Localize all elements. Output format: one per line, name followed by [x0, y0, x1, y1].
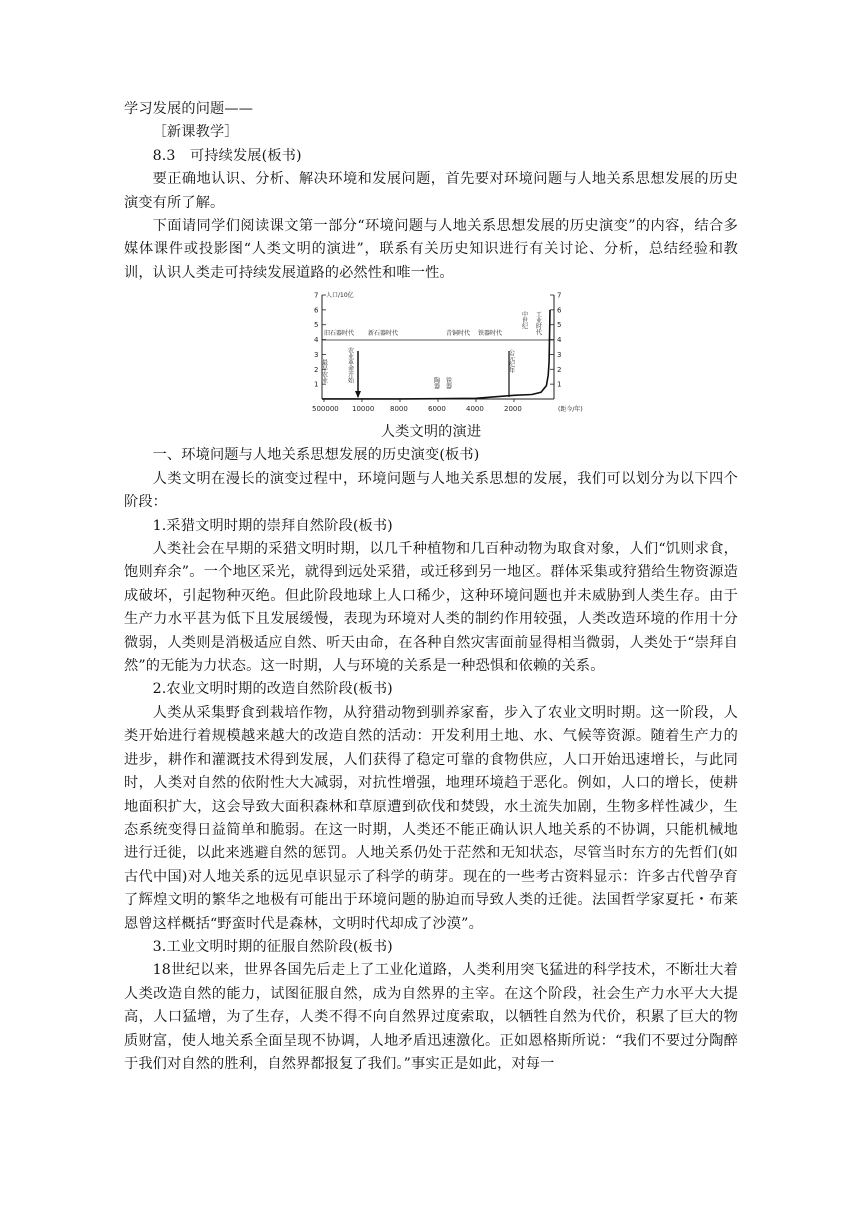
y-tick-label: 1	[314, 380, 319, 389]
y-tick-label: 7	[557, 291, 562, 300]
event-pottery: 陶器	[432, 377, 440, 389]
paragraph-stage-3: 18世纪以来，世界各国先后走上了工业化道路，人类利用突飞猛进的科学技术，不断壮大着人类改造自然的能力，试图征服自然，成为自然界的主宰。在这个阶段，社会生产力水平大大提高，人口猛增，为了生存，人类不得不向自然界过度索取，以牺牲自然为代价，积累了巨大的物质财富，使人地关系全面呈现不协调，人地矛盾迅速激化。正如恩格斯所说：“我们不要过分陶醉于我们对自然的胜利，自然界都报复了我们。”事实正是如此，对每一	[124, 962, 738, 1072]
y-axis-label: 人口/10亿	[326, 292, 354, 299]
era-label: 中世纪	[520, 311, 528, 329]
section-heading: 8.3 可持续发展(板书)	[152, 147, 302, 164]
y-tick-label: 5	[314, 321, 319, 330]
x-ticks	[312, 399, 522, 413]
figure-caption: 人类文明的演进	[380, 424, 482, 440]
heading-stage-1: 1.采猎文明时期的崇拜自然阶段(板书)	[152, 517, 393, 534]
event-iron: 铁器	[444, 377, 452, 389]
x-tick-label: 500000	[312, 405, 339, 413]
event-earliest-agri: 最早农业	[320, 359, 328, 383]
body-block	[124, 421, 738, 1076]
chart-svg	[312, 287, 584, 415]
y-tick-label: 5	[557, 321, 562, 330]
y-tick-label: 4	[314, 336, 319, 345]
era-label: 工业时代	[534, 311, 542, 335]
era-label: 铁器时代	[478, 330, 503, 337]
y-tick-label: 2	[557, 365, 562, 374]
heading-stage-3: 3.工业文明时期的征服自然阶段(板书)	[152, 938, 393, 955]
era-label: 旧石器时代	[324, 330, 355, 337]
event-agri-revolution: 农业革命开始	[346, 347, 354, 383]
y-tick-label: 3	[314, 350, 319, 359]
intro-block	[124, 98, 738, 285]
y-tick-label: 3	[557, 350, 562, 359]
y-tick-label: 6	[314, 306, 319, 315]
x-tick-label: 4000	[466, 405, 484, 413]
y-tick-label: 6	[557, 306, 562, 315]
x-tick-label: 10000	[352, 405, 375, 413]
civilization-chart	[312, 287, 584, 415]
heading-1: 一、环境问题与人地关系思想发展的历史演变(板书)	[152, 447, 480, 464]
era-label: 青铜时代	[446, 330, 471, 337]
paragraph-stage-1: 人类社会在早期的采猎文明时期，以几千种植物和几百种动物为取食对象，人们“饥则求食，饱则弃余”。一个地区采光，就得到远处采猎，或迁移到另一地区。群体采集或狩猎给生物资源造成破坏，引起物种灭绝。但此阶段地球上人口稀少，这种环境问题也并未威胁到人类生存。由于生产力水平甚为低下且发展缓慢，表现为环境对人类的制约作用较强，人类改造环境的作用十分微弱，人类则是消极适应自然、听天由命，在各种自然灾害面前显得相当微弱，人类处于“崇拜自然”的无能为力状态。这一时期，人与环境的关系是一种恐惧和依赖的关系。	[124, 541, 738, 675]
x-tick-label: 8000	[390, 405, 408, 413]
y-tick-label: 4	[557, 336, 562, 345]
x-tick-label: 6000	[428, 405, 446, 413]
intro-paragraph-1: 要正确地认识、分析、解决环境和发展问题，首先要对环境问题与人地关系思想发展的历史演变有所了解。	[124, 171, 738, 211]
event-ce: 公元纪年	[507, 349, 515, 373]
y-tick-label: 1	[557, 380, 562, 389]
x-axis-label: (距今/年)	[558, 406, 583, 413]
continued-line: 学习发展的问题——	[124, 101, 254, 117]
lesson-tag: ［新课教学］	[152, 124, 239, 141]
era-label: 新石器时代	[368, 330, 399, 337]
era-labels	[324, 310, 542, 337]
heading-stage-2: 2.农业文明时期的改造自然阶段(板书)	[152, 681, 393, 698]
x-tick-label: 2000	[504, 405, 522, 413]
paragraph-1: 人类文明在漫长的演变过程中，环境问题与人地关系思想的发展，我们可以划分为以下四个阶段：	[124, 470, 738, 511]
y-tick-label: 2	[314, 365, 319, 374]
agri-revolution-arrow	[355, 391, 361, 398]
intro-paragraph-2: 下面请同学们阅读课文第一部分“环境问题与人地关系思想发展的历史演变”的内容，结合多媒体课件或投影图“人类文明的演进”，联系有关历史知识进行有关讨论、分析，总结经验和教训，认识人类走可持续发展道路的必然性和唯一性。	[124, 218, 738, 281]
y-tick-label: 7	[314, 291, 319, 300]
paragraph-stage-2: 人类从采集野食到栽培作物，从狩猎动物到驯养家畜，步入了农业文明时期。这一阶段，人类开始进行着规模越来越大的改造自然的活动：开发利用土地、水、气候等资源。随着生产力的进步，耕作和灌溉技术得到发展，人们获得了稳定可靠的食物供应，人口开始迅速增长，与此同时，人类对自然的依附性大大减弱，对抗性增强，地理环境趋于恶化。例如，人口的增长，使耕地面积扩大，这会导致大面积森林和草原遭到砍伐和焚毁，水土流失加剧，生物多样性减少，生态系统变得日益简单和脆弱。在这一时期，人类还不能正确认识人地关系的不协调，只能机械地进行迁徙，以此来逃避自然的惩罚。人地关系仍处于茫然和无知状态，尽管当时东方的先哲们(如古代中国)对人地关系的远见卓识显示了科学的萌芽。现在的一些考古资料显示：许多古代曾孕育了辉煌文明的繁华之地极有可能出于环境问题的胁迫而导致人类的迁徙。法国哲学家夏托・布莱恩曾这样概括“野蛮时代是森林，文明时代却成了沙漠”。	[124, 704, 738, 932]
